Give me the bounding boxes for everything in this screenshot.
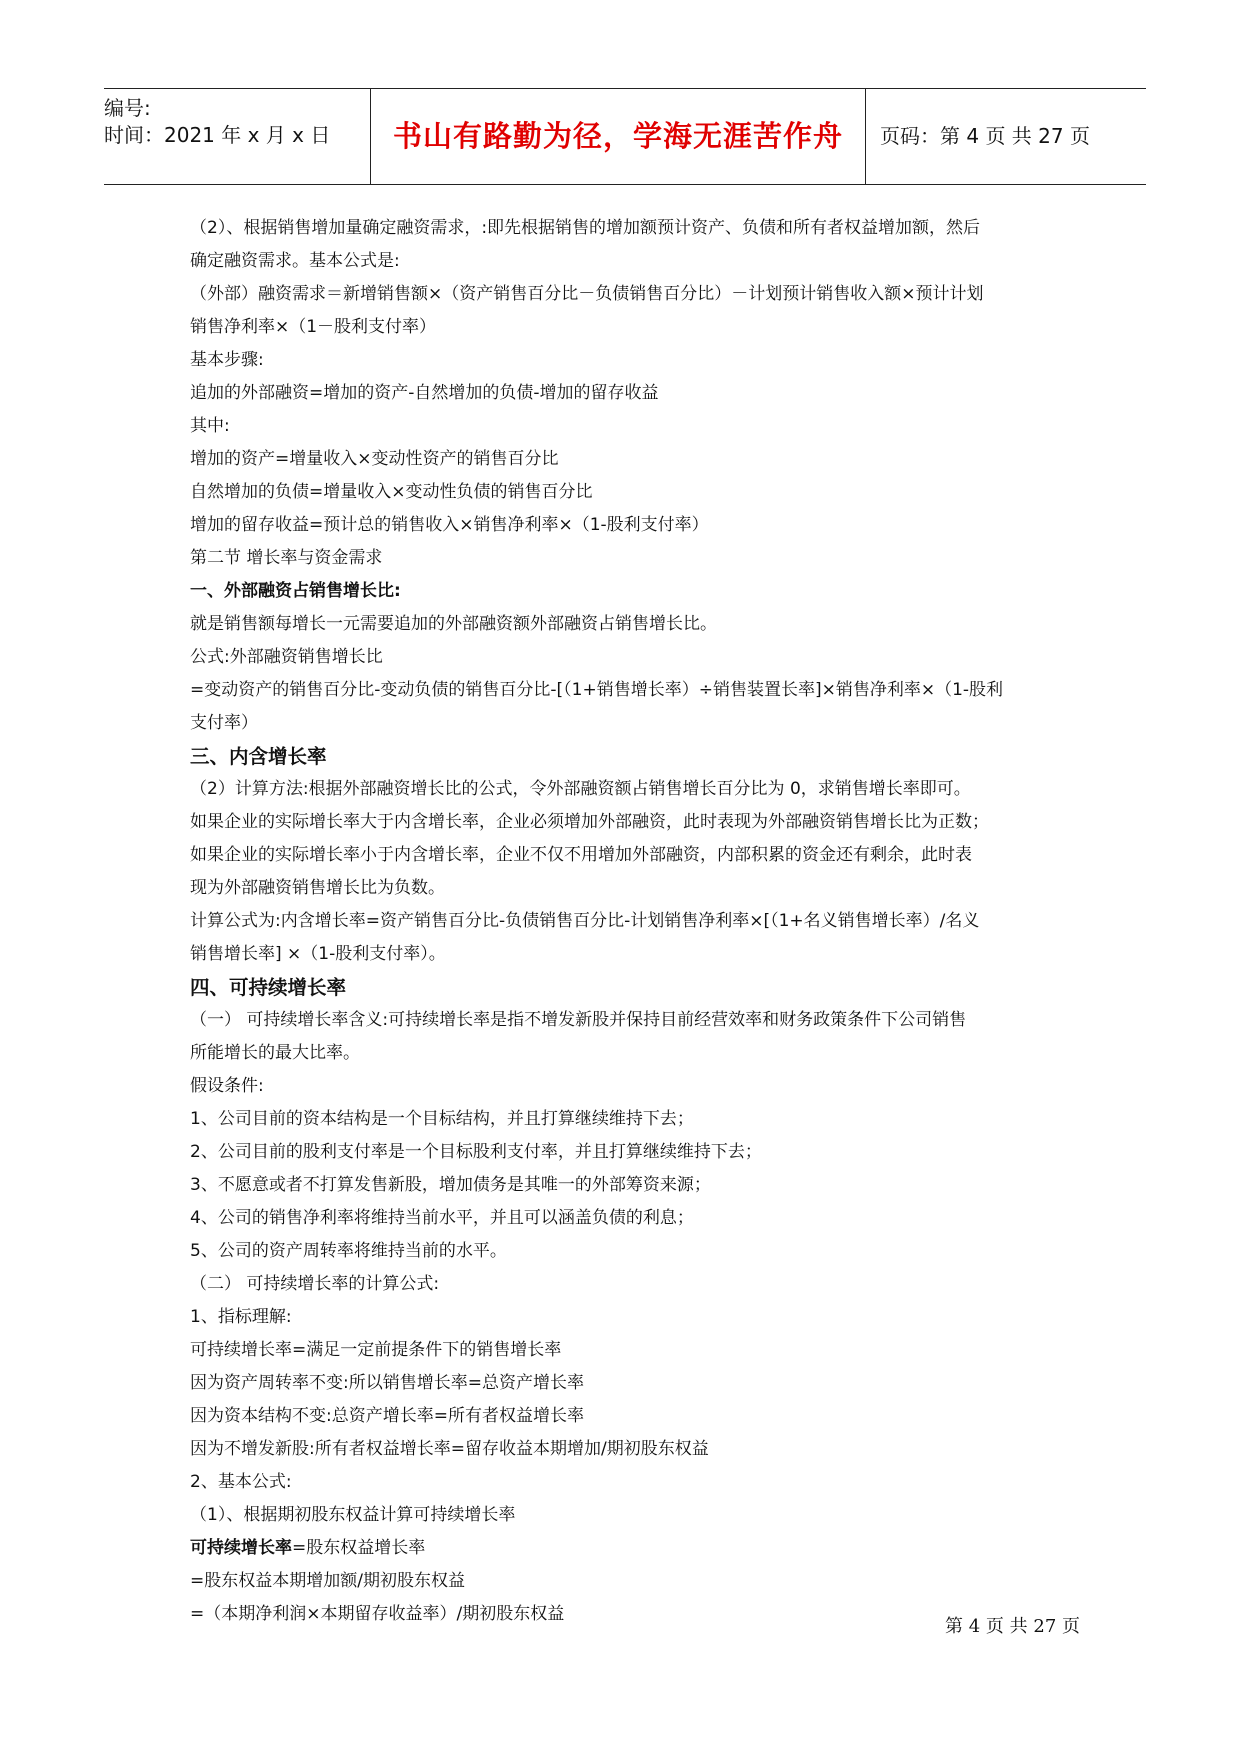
body-text-line: 支付率） — [190, 713, 258, 733]
formula-term: 可持续增长率 — [190, 1538, 292, 1558]
body-text-line: =变动资产的销售百分比-变动负债的销售百分比-[（1+销售增长率）÷销售装置长率]×销售净利率×（1-股利 — [190, 680, 1004, 700]
body-text-line: 增加的留存收益=预计总的销售收入×销售净利率×（1-股利支付率） — [190, 515, 709, 535]
body-text-line: 销售增长率] ×（1-股利支付率）。 — [190, 944, 446, 964]
body-text-line: 确定融资需求。基本公式是: — [190, 251, 400, 271]
body-text-line: 2、基本公式: — [190, 1472, 292, 1492]
body-text-line: 现为外部融资销售增长比为负数。 — [190, 878, 445, 898]
section-heading: 三、内含增长率 — [190, 745, 327, 768]
body-text-line: 就是销售额每增长一元需要追加的外部融资额外部融资占销售增长比。 — [190, 614, 717, 634]
body-text-line: 追加的外部融资=增加的资产-自然增加的负债-增加的留存收益 — [190, 383, 659, 403]
body-text-line: （2）计算方法:根据外部融资增长比的公式，令外部融资额占销售增长百分比为 0，求销售增长率即可。 — [190, 779, 971, 799]
body-text-line: 5、公司的资产周转率将维持当前的水平。 — [190, 1241, 507, 1261]
subsection-heading: 一、外部融资占销售增长比: — [190, 581, 401, 601]
page-header — [104, 88, 1146, 185]
body-text-line: （一） 可持续增长率含义:可持续增长率是指不增发新股并保持目前经营效率和财务政策条件下公司销售 — [190, 1010, 967, 1030]
body-text-line: =（本期净利润×本期留存收益率）/期初股东权益 — [190, 1604, 565, 1624]
body-text-line: 4、公司的销售净利率将维持当前水平，并且可以涵盖负债的利息； — [190, 1208, 694, 1228]
body-text-line: 如果企业的实际增长率大于内含增长率，企业必须增加外部融资，此时表现为外部融资销售增长比为正数； — [190, 812, 989, 832]
body-text-line: 如果企业的实际增长率小于内含增长率，企业不仅不用增加外部融资，内部积累的资金还有剩余，此时表 — [190, 845, 972, 865]
body-text-line: 3、不愿意或者不打算发售新股，增加债务是其唯一的外部筹资来源； — [190, 1175, 711, 1195]
body-text-line: 可持续增长率=满足一定前提条件下的销售增长率 — [190, 1340, 562, 1360]
body-text-line: 计算公式为:内含增长率=资产销售百分比-负债销售百分比-计划销售净利率×[（1+名义销售增长率）/名义 — [190, 911, 980, 931]
body-text-line: （二） 可持续增长率的计算公式: — [190, 1274, 440, 1294]
document-body — [190, 212, 1070, 1631]
body-text-line: 因为资本结构不变:总资产增长率=所有者权益增长率 — [190, 1406, 584, 1426]
body-text-line: 基本步骤: — [190, 350, 264, 370]
body-text-line: 假设条件: — [190, 1076, 264, 1096]
body-text-line: 因为资产周转率不变:所以销售增长率=总资产增长率 — [190, 1373, 584, 1393]
body-text-line: =股东权益本期增加额/期初股东权益 — [190, 1571, 465, 1591]
header-page-code: 页码：第 4 页 共 27 页 — [880, 124, 1090, 148]
body-text-line: （外部）融资需求＝新增销售额×（资产销售百分比－负债销售百分比）－计划预计销售收入额×预计计划 — [190, 284, 984, 304]
body-text-line: 2、公司目前的股利支付率是一个目标股利支付率，并且打算继续维持下去； — [190, 1142, 762, 1162]
body-text-line: 自然增加的负债=增量收入×变动性负债的销售百分比 — [190, 482, 593, 502]
body-text-line: 1、指标理解: — [190, 1307, 292, 1327]
page-footer-number: 第 4 页 共 27 页 — [945, 1616, 1080, 1637]
section-heading: 四、可持续增长率 — [190, 976, 347, 999]
number-label: 编号: — [104, 96, 151, 120]
body-text-line: 第二节 增长率与资金需求 — [190, 548, 383, 568]
body-text-line: 公式:外部融资销售增长比 — [190, 647, 383, 667]
header-motto: 书山有路勤为径，学海无涯苦作舟 — [370, 89, 866, 184]
header-left-cell — [104, 89, 370, 184]
body-text-line: 因为不增发新股:所有者权益增长率=留存收益本期增加/期初股东权益 — [190, 1439, 709, 1459]
formula-line — [190, 1532, 1070, 1565]
body-text-line: （2）、根据销售增加量确定融资需求，:即先根据销售的增加额预计资产、负债和所有者权益增加额，然后 — [190, 218, 981, 238]
body-text-line: 1、公司目前的资本结构是一个目标结构，并且打算继续维持下去； — [190, 1109, 694, 1129]
body-text-line: （1）、根据期初股东权益计算可持续增长率 — [190, 1505, 516, 1525]
body-text-line: 所能增长的最大比率。 — [190, 1043, 360, 1063]
body-text-line: 增加的资产=增量收入×变动性资产的销售百分比 — [190, 449, 559, 469]
formula-rest: =股东权益增长率 — [292, 1538, 426, 1558]
time-label: 时间：2021 年 x 月 x 日 — [104, 123, 331, 147]
body-text-line: 其中: — [190, 416, 230, 436]
body-text-line: 销售净利率×（1－股利支付率） — [190, 317, 437, 337]
